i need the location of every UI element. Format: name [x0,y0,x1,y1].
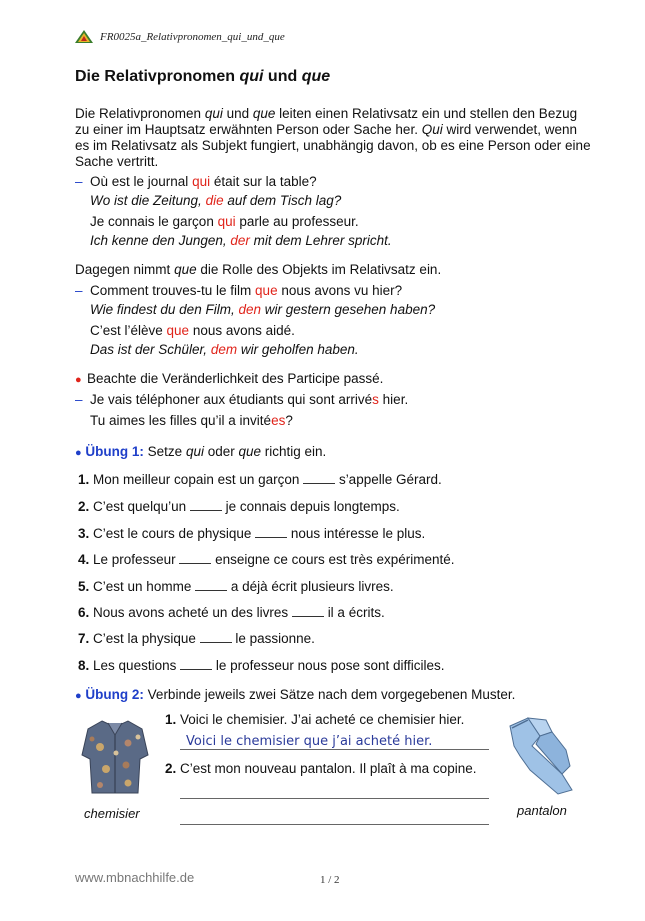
uebung2-question-2: 2. C’est mon nouveau pantalon. Il plaît à ma copine. [165,761,477,776]
caption-chemisier: chemisier [84,806,140,821]
blank-field[interactable] [200,630,232,643]
document-id: FR0025a_Relativpronomen_qui_und_que [100,31,285,43]
exercise-item: 1. Mon meilleur copain est un garçon s’appelle Gérard. [78,472,442,487]
qui-example-de-2: Ich kenne den Jungen, der mit dem Lehrer spricht. [90,233,392,248]
exercise-item: 8. Les questions le professeur nous pose sont difficiles. [78,658,445,673]
que-intro: Dagegen nimmt que die Rolle des Objekts im Relativsatz ein. [75,262,442,277]
answer-line-3[interactable] [180,824,489,825]
blank-field[interactable] [303,471,335,484]
participe-note: Beachte die Veränderlichkeit des Participe passé. [87,371,384,386]
blank-field[interactable] [195,578,227,591]
blank-field[interactable] [255,525,287,538]
que-example-de-2: Das ist der Schüler, dem wir geholfen haben. [90,342,359,357]
page-number: 1 / 2 [320,874,340,886]
dash-marker: – [75,392,83,407]
uebung2-heading: ● Übung 2: Verbinde jeweils zwei Sätze nach dem vorgegebenen Muster. [75,687,516,702]
que-example-de-1: Wie findest du den Film, den wir gestern gesehen haben? [90,302,436,317]
exercise-item: 5. C’est un homme a déjà écrit plusieurs livres. [78,579,394,594]
pantalon-illustration [506,716,576,796]
dash-marker: – [75,283,83,298]
uebung2-question-1: 1. Voici le chemisier. J’ai acheté ce chemisier hier. [165,712,465,727]
dash-marker: – [75,174,83,189]
blank-field[interactable] [180,657,212,670]
que-example-fr-2: C’est l’élève que nous avons aidé. [90,323,295,338]
answer-line-1[interactable] [180,749,489,750]
uebung1-heading: ● Übung 1: Setze qui oder que richtig ein. [75,444,327,459]
blank-field[interactable] [179,551,211,564]
exercise-item: 2. C’est quelqu’un je connais depuis longtemps. [78,499,400,514]
qui-example-fr-1: Où est le journal qui était sur la table? [90,174,317,189]
bullet-icon: ● [75,374,82,386]
document-header [75,28,285,46]
qui-example-de-1: Wo ist die Zeitung, die auf dem Tisch lag? [90,193,342,208]
chemisier-illustration [80,717,150,797]
blank-field[interactable] [190,498,222,511]
answer-line-2[interactable] [180,798,489,799]
intro-paragraph: Die Relativpronomen qui und que leiten einen Relativsatz ein und stellen den Bezug zu einer im Hauptsatz erwähnten Person oder Sache her. Qui wird verwendet, wenn es im Relativsatz als Subjekt fungiert, unabhängig davon, ob es eine Person oder eine Sache vertritt. [75,106,591,169]
exercise-item: 3. C’est le cours de physique nous intéresse le plus. [78,526,426,541]
sample-answer: Voici le chemisier que j’ai acheté hier. [186,734,433,749]
logo-icon [75,30,93,44]
exercise-item: 4. Le professeur enseigne ce cours est très expérimenté. [78,552,455,567]
exercise-item: 6. Nous avons acheté un des livres il a écrits. [78,605,385,620]
participe-example-1: Je vais téléphoner aux étudiants qui sont arrivés hier. [90,392,409,407]
footer-website: www.mbnachhilfe.de [75,870,195,885]
exercise-item: 7. C’est la physique le passionne. [78,631,315,646]
page-title: Die Relativpronomen qui und que [75,68,331,85]
caption-pantalon: pantalon [517,803,567,818]
participe-example-2: Tu aimes les filles qu’il a invitées? [90,413,293,428]
qui-example-fr-2: Je connais le garçon qui parle au professeur. [90,214,359,229]
blank-field[interactable] [292,604,324,617]
que-example-fr-1: Comment trouves-tu le film que nous avons vu hier? [90,283,403,298]
